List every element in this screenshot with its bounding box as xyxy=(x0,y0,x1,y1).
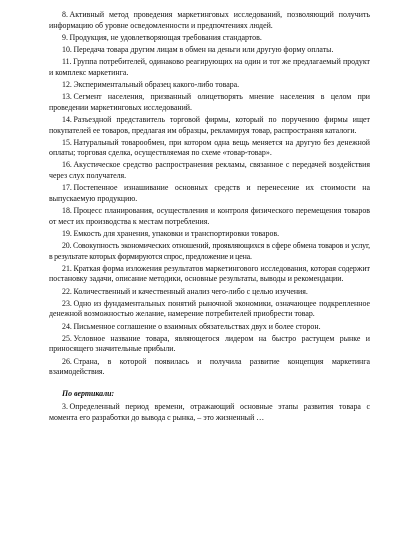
clue-h-10: 10. Передача товара другим лицам в обмен на деньги или другую форму оплаты. xyxy=(62,44,334,54)
clue-h-17: 17. Постепенное изнашивание основных средств и перенесение их стоимости на выпускаемую продукцию. xyxy=(49,183,370,203)
clue-v-3: 3. Определенный период времени, отражающий основные этапы развития товара с момента его разработки до вывода с рынка, – это жизненный … xyxy=(49,402,370,422)
clue-h-14: 14. Разъездной представитель торговой фирмы, который по поручению фирмы ищет покупателей ее товаров, предлагая им образцы, рекламируя товар, распространяя каталоги. xyxy=(49,114,370,135)
clue-h-22: 22. Количественный и качественный анализ чего-либо с целью изучения. xyxy=(62,286,308,296)
clue-h-25: 25. Условное название товара, являющегося лидером на быстро растущем рынке и приносящего значительные прибыли. xyxy=(49,333,370,354)
crossword-clues xyxy=(49,10,370,425)
clue-h-19: 19. Емкость для хранения, упаковки и транспортировки товаров. xyxy=(62,228,280,238)
clue-h-26: 26. Страна, в которой появилась и получила развитие концепция маркетинга взаимодействия. xyxy=(49,356,370,377)
vertical-clues-heading: По вертикали: xyxy=(62,388,115,398)
vertical-clues xyxy=(49,402,370,423)
clue-h-20: 20. Совокупность экономических отношений, проявляющихся в сфере обмена товаров и услуг, в результате которых формируются спрос, предложение и цена. xyxy=(49,241,370,261)
clue-h-23: 23. Одно из фундаментальных понятий рыночной экономики, означающее подкрепленное денежной возможностью желание, намерение потребителей приобрести товар. xyxy=(49,298,370,319)
clue-h-21: 21. Краткая форма изложения результатов маркетингового исследования, которая содержит постановку задачи, описание методики, основные результаты, выводы и рекомендации. xyxy=(49,263,370,284)
clue-h-8: 8. Активный метод проведения маркетинговых исследований, позволяющий получить информацию об уровне осведомленности и предпочтениях людей. xyxy=(49,10,370,30)
clue-h-13: 13. Сегмент населения, призванный олицетворять мнение населения в целом при проведении маркетинговых исследований. xyxy=(49,92,370,112)
horizontal-clues xyxy=(49,10,370,378)
clue-h-11: 11. Группа потребителей, одинаково реагирующих на один и тот же предлагаемый продукт и комплекс маркетинга. xyxy=(49,57,370,77)
clue-h-16: 16. Акустическое средство распространения рекламы, связанное с передачей воздействия через слух получателя. xyxy=(49,160,370,181)
clue-h-9: 9. Продукция, не удовлетворяющая требования стандартов. xyxy=(62,32,262,42)
clue-h-24: 24. Письменное соглашение о взаимных обязательствах двух и более сторон. xyxy=(62,321,321,331)
clue-h-12: 12. Экспериментальный образец какого-либо товара. xyxy=(62,79,240,89)
clue-h-18: 18. Процесс планирования, осуществления и контроля физического перемещения товаров от мест их производства к местам потребления. xyxy=(49,206,370,226)
clue-h-15: 15. Натуральный товарообмен, при котором одна вещь меняется на другую без денежной оплаты; торговая сделка, осуществляемая по схеме «товар-товар». xyxy=(49,137,370,158)
